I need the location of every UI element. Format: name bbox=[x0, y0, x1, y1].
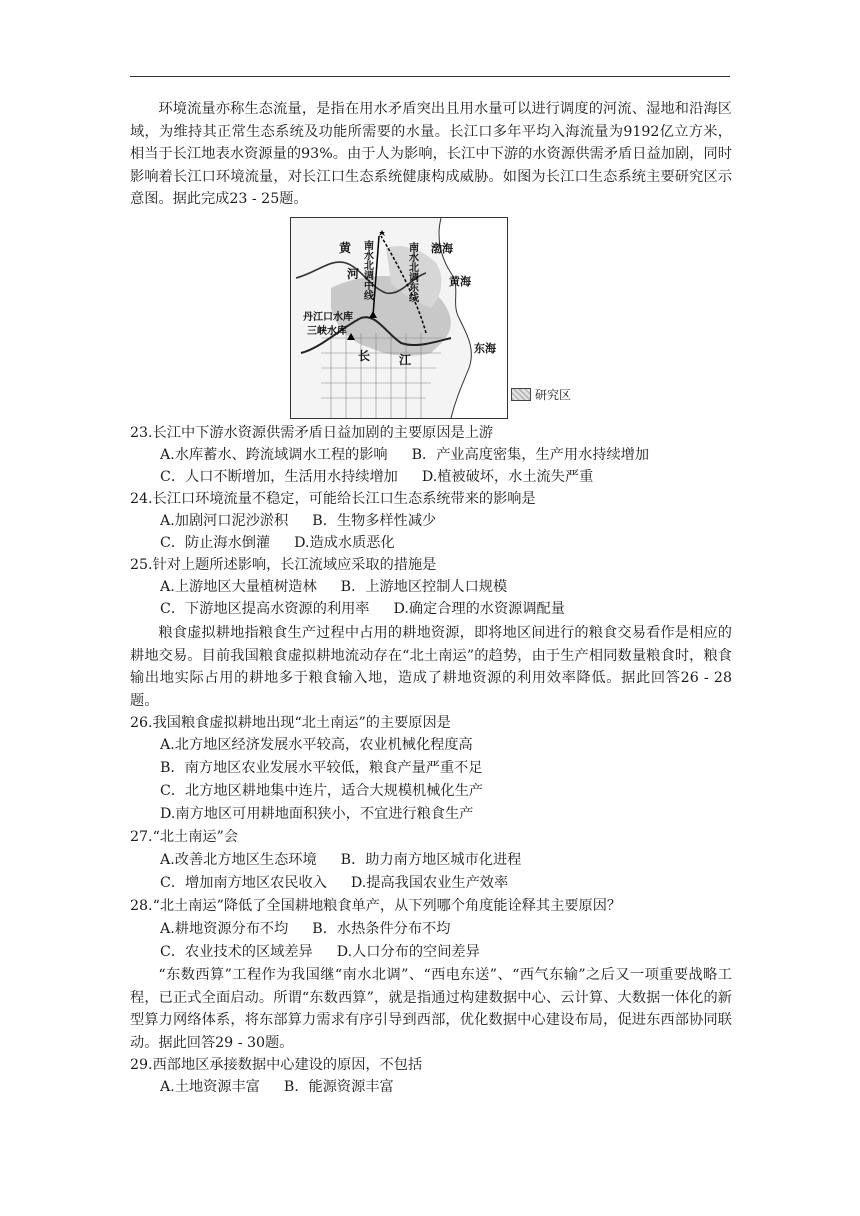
map-legend bbox=[511, 386, 571, 403]
q23-option-c[interactable]: C．人口不断增加，生活用水持续增加 bbox=[160, 469, 398, 485]
q26-option-b[interactable]: B．南方地区农业发展水平较低，粮食产量严重不足 bbox=[160, 760, 483, 776]
passage-environment-flow: 环境流量亦称生态流量，是指在用水矛盾突出且用水量可以进行调度的河流、湿地和沿海区域，为维持其正常生态系统及功能所需要的水量。长江口多年平均入海流量为9192亿立方米，相当于长江地表水资源量的93%。由于人为影响，长江中下游的水资源供需矛盾日益加剧，同时影响着长江口环境流量，对长江口生态系统健康构成威胁。如图为长江口生态系统主要研究区示意图。据此完成23 - 25题。 bbox=[130, 101, 732, 208]
label-changjiang-2: 江 bbox=[399, 353, 412, 367]
q29-options-row1 bbox=[160, 1076, 394, 1098]
q28-option-c[interactable]: C．农业技术的区域差异 bbox=[160, 944, 313, 960]
question-25: 25.针对上题所述影响，长江流域应采取的措施是 bbox=[130, 557, 437, 573]
q24-option-a[interactable]: A.加剧河口泥沙淤积 bbox=[160, 513, 289, 529]
q25-option-b[interactable]: B．上游地区控制人口规模 bbox=[340, 579, 508, 595]
question-27: 27.“北土南运”会 bbox=[130, 829, 239, 845]
q25-option-a[interactable]: A.上游地区大量植树造林 bbox=[160, 579, 317, 595]
q24-option-b[interactable]: B．生物多样性减少 bbox=[312, 513, 437, 529]
q28-options-row1 bbox=[160, 918, 450, 940]
question-24: 24.长江口环境流量不稳定，可能给长江口生态系统带来的影响是 bbox=[130, 491, 536, 507]
q27-option-a[interactable]: A.改善北方地区生态环境 bbox=[160, 852, 317, 868]
question-29: 29.西部地区承接数据中心建设的原因，不包括 bbox=[130, 1057, 423, 1073]
q27-options-row1 bbox=[160, 849, 521, 871]
q28-option-a[interactable]: A.耕地资源分布不均 bbox=[160, 921, 289, 937]
q28-options-row2 bbox=[160, 941, 480, 963]
q23-option-d[interactable]: D.植被破坏，水土流失严重 bbox=[421, 469, 594, 485]
q29-option-b[interactable]: B．能源资源丰富 bbox=[283, 1079, 394, 1095]
q25-option-c[interactable]: C．下游地区提高水资源的利用率 bbox=[160, 601, 370, 617]
q23-option-b[interactable]: B．产业高度密集，生产用水持续增加 bbox=[411, 447, 650, 463]
q26-option-a[interactable]: A.北方地区经济发展水平较高，农业机械化程度高 bbox=[160, 737, 473, 753]
q25-options-row2 bbox=[160, 598, 565, 620]
q24-options-row1 bbox=[160, 510, 436, 532]
q27-option-c[interactable]: C．增加南方地区农民收入 bbox=[160, 875, 327, 891]
q23-options-row2 bbox=[160, 466, 593, 488]
legend-swatch bbox=[511, 388, 531, 401]
q24-options-row2 bbox=[160, 532, 395, 554]
passage-virtual-farmland: 粮食虚拟耕地指粮食生产过程中占用的耕地资源，即将地区间进行的粮食交易看作是相应的耕地交易。目前我国粮食虚拟耕地流动存在“北土南运”的趋势，由于生产相同数量粮食时，粮食输出地实际占用的耕地多于粮食输入地，造成了耕地资源的利用效率降低。据此回答26 - 28题。 bbox=[130, 625, 732, 709]
passage-east-data-west-computing: “东数西算”工程作为我国继“南水北调”、“西电东送”、“西气东输”之后又一项重要战略工程，已正式全面启动。所谓“东数西算”，就是指通过构建数据中心、云计算、大数据一体化的新型算力网络体系，将东部算力需求有序引导到西部，优化数据中心建设布局，促进东西部协同联动。据此回答29 - 30题。 bbox=[130, 967, 732, 1051]
q26-option-d[interactable]: D.南方地区可用耕地面积狭小，不宜进行粮食生产 bbox=[160, 806, 474, 822]
yangtze-estuary-map bbox=[290, 217, 508, 419]
label-huanghe-2: 河 bbox=[347, 267, 360, 281]
header-rule bbox=[130, 76, 730, 77]
q25-options-row1 bbox=[160, 576, 507, 598]
label-changjiang-1: 长 bbox=[358, 349, 371, 363]
label-sanxia: 三峡水库 bbox=[307, 326, 347, 337]
question-23: 23.长江中下游水资源供需矛盾日益加剧的主要原因是上游 bbox=[130, 425, 494, 441]
q24-option-c[interactable]: C．防止海水倒灌 bbox=[160, 535, 271, 551]
question-26: 26.我国粮食虚拟耕地出现“北土南运”的主要原因是 bbox=[130, 715, 451, 731]
label-middle-route: 南水北调中线 bbox=[361, 240, 373, 300]
q25-option-d[interactable]: D.确定合理的水资源调配量 bbox=[393, 601, 565, 617]
q27-option-d[interactable]: D.提高我国农业生产效率 bbox=[350, 875, 509, 891]
map-drawing bbox=[291, 218, 507, 418]
legend-label: 研究区 bbox=[535, 388, 572, 402]
q28-option-b[interactable]: B．水热条件分布不均 bbox=[312, 921, 451, 937]
label-donghai: 东海 bbox=[474, 342, 496, 355]
label-huanghai: 黄海 bbox=[449, 275, 471, 288]
q24-option-d[interactable]: D.造成水质恶化 bbox=[294, 535, 395, 551]
q29-option-a[interactable]: A.土地资源丰富 bbox=[160, 1079, 260, 1095]
label-bohai: 渤海 bbox=[431, 242, 453, 255]
q23-option-a[interactable]: A.水库蓄水、跨流域调水工程的影响 bbox=[160, 447, 388, 463]
q28-option-d[interactable]: D.人口分布的空间差异 bbox=[336, 944, 480, 960]
q27-options-row2 bbox=[160, 872, 508, 894]
label-east-route: 南水北调东线 bbox=[406, 242, 418, 302]
q26-option-c[interactable]: C．北方地区耕地集中连片，适合大规模机械化生产 bbox=[160, 783, 483, 799]
question-28: 28.“北土南运”降低了全国耕地粮食单产，从下列哪个角度能诠释其主要原因？ bbox=[130, 898, 622, 914]
label-danjiangkou: 丹江口水库 bbox=[303, 312, 353, 323]
q23-options-row1 bbox=[160, 444, 649, 466]
q27-option-b[interactable]: B．助力南方地区城市化进程 bbox=[340, 852, 522, 868]
label-huanghe-1: 黄 bbox=[339, 241, 352, 255]
